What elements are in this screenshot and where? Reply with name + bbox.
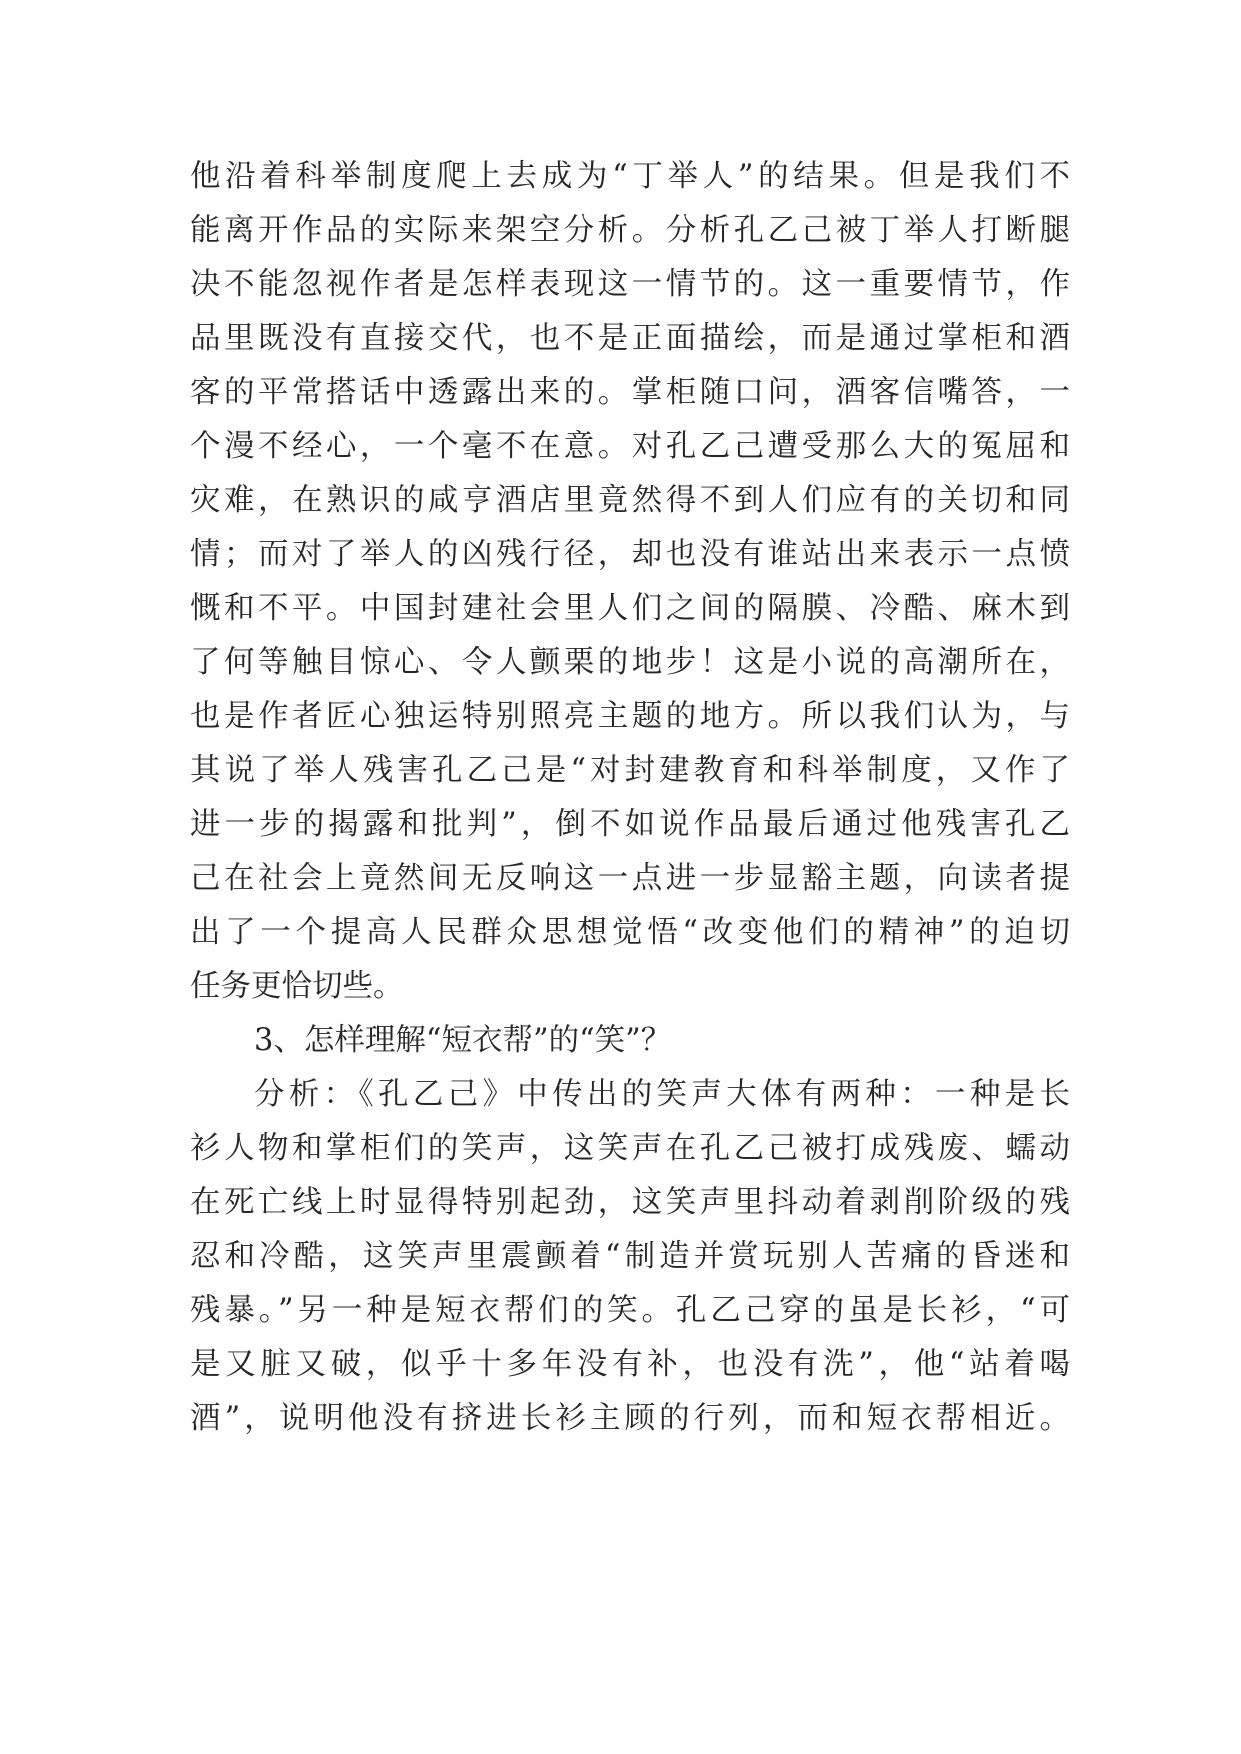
text-line: 残暴。”另一种是短衣帮们的笑。孔乙己穿的虽是长衫，“可 [190, 1293, 1070, 1328]
text-line: 进一步的揭露和批判”，倒不如说作品最后通过他残害孔乙 [190, 807, 1070, 842]
paragraph-first-line: 分析：《孔乙己》中传出的笑声大体有两种：一种是长 [254, 1077, 1070, 1112]
paragraph-last-line: 任务更恰切些。 [190, 969, 404, 1004]
text-line: 酒”，说明他没有挤进长衫主顾的行列，而和短衣帮相近。 [190, 1401, 1070, 1436]
text-line: 能离开作品的实际来架空分析。分析孔乙己被丁举人打断腿 [190, 213, 1070, 248]
text-line: 己在社会上竟然间无反响这一点进一步显豁主题，向读者提 [190, 861, 1070, 896]
text-line: 情；而对了举人的凶残行径，却也没有谁站出来表示一点愤 [190, 537, 1070, 572]
text-line: 慨和不平。中国封建社会里人们之间的隔膜、冷酷、麻木到 [190, 591, 1070, 626]
text-line: 忍和冷酷，这笑声里震颤着“制造并赏玩别人苦痛的昏迷和 [190, 1239, 1070, 1274]
text-line: 了何等触目惊心、令人颤栗的地步！这是小说的高潮所在， [190, 645, 1070, 680]
text-line: 决不能忽视作者是怎样表现这一情节的。这一重要情节，作 [190, 267, 1070, 302]
text-line: 是又脏又破，似乎十多年没有补，也没有洗”，他“站着喝 [190, 1347, 1070, 1382]
section-heading: 3、怎样理解“短衣帮”的“笑”？ [254, 1023, 672, 1058]
text-line: 也是作者匠心独运特别照亮主题的地方。所以我们认为，与 [190, 699, 1070, 734]
text-line: 客的平常搭话中透露出来的。掌柜随口问，酒客信嘴答，一 [190, 375, 1070, 410]
text-line: 个漫不经心，一个毫不在意。对孔乙己遭受那么大的冤屈和 [190, 429, 1070, 464]
text-line: 品里既没有直接交代，也不是正面描绘，而是通过掌柜和酒 [190, 321, 1070, 356]
text-line: 在死亡线上时显得特别起劲，这笑声里抖动着剥削阶级的残 [190, 1185, 1070, 1220]
text-line: 出了一个提高人民群众思想觉悟“改变他们的精神”的迫切 [190, 915, 1070, 950]
text-line: 衫人物和掌柜们的笑声，这笑声在孔乙己被打成残废、蠕动 [190, 1131, 1070, 1166]
text-line: 他沿着科举制度爬上去成为“丁举人”的结果。但是我们不 [190, 159, 1070, 194]
body-text [190, 150, 1070, 1446]
text-line: 灾难，在熟识的咸亨酒店里竟然得不到人们应有的关切和同 [190, 483, 1070, 518]
text-line: 其说了举人残害孔乙己是“对封建教育和科举制度，又作了 [190, 753, 1070, 788]
